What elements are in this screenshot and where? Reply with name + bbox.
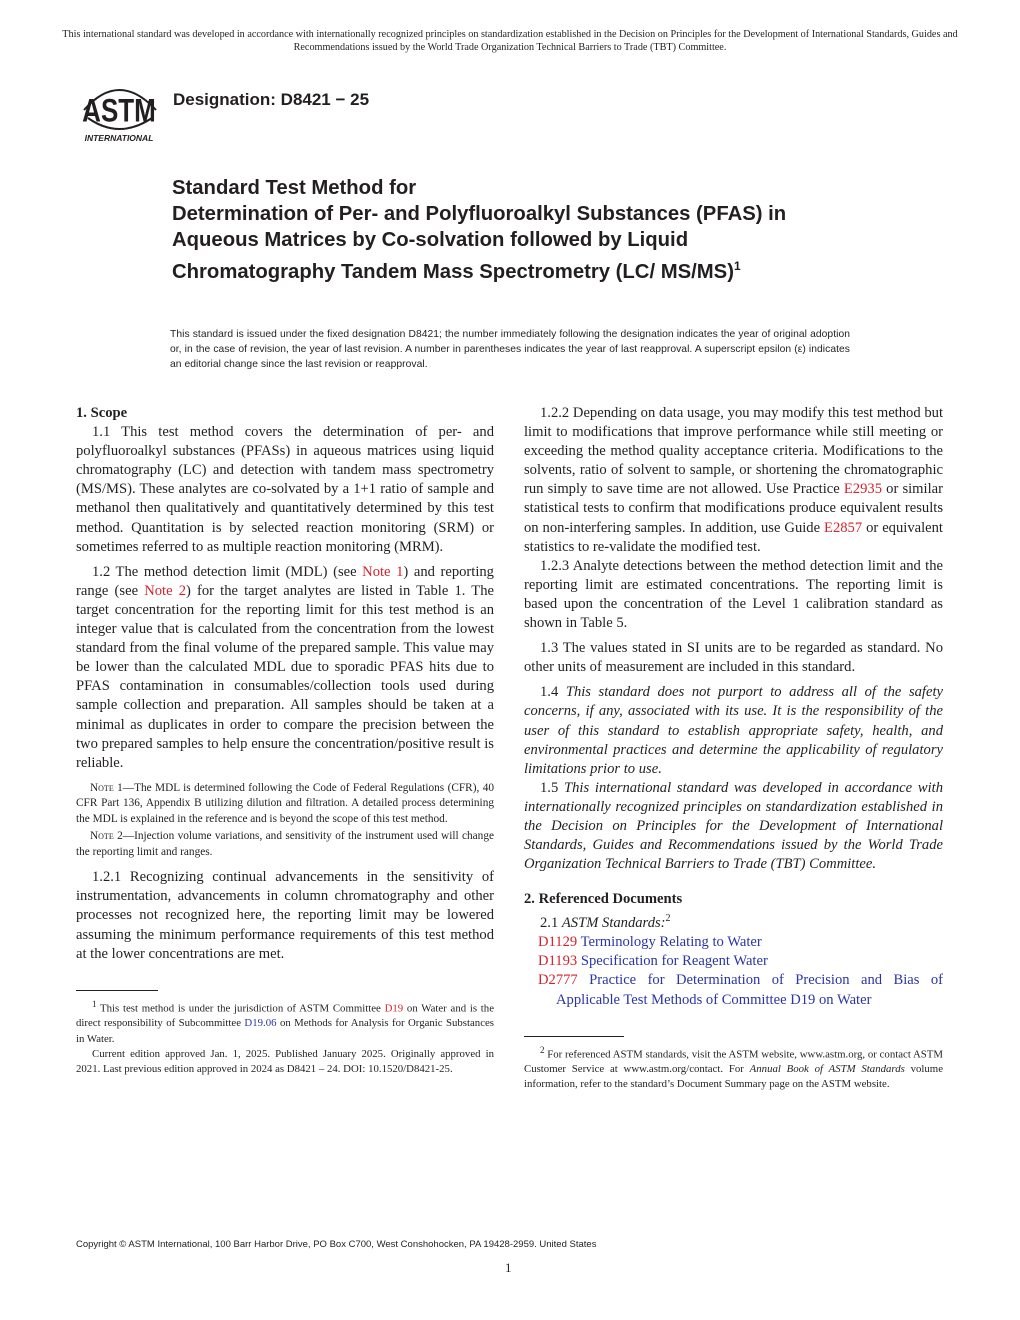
para-2-1-number: 2.1 [540, 915, 562, 932]
astm-logo-icon [76, 78, 162, 144]
footnote-1-text-a: This test method is under the jurisdiction of ASTM Committee [96, 1002, 385, 1015]
title-main: Determination of Per- and Polyfluoroalkyl Substances (PFAS) in Aqueous Matrices by Co-solvation followed by Liquid Chromatography Tandem Mass Spectrometry (LC/ MS/MS) [172, 203, 787, 283]
para-2-1-text: ASTM Standards: [561, 915, 666, 932]
para-1-4-number: 1.4 [540, 684, 566, 701]
para-1-2-1: 1.2.1 Recognizing continual advancements in the sensitivity of instrumentation, advancements in column chromatography and other processes not recognized here, the reporting limit may be lowered assuming the minimum performance requirements of this test method at the lower concentrations are met. [76, 869, 494, 962]
para-1-5-number: 1.5 [540, 779, 565, 796]
footnote-rule-right [524, 1036, 624, 1037]
section-heading-referenced-documents: 2. Referenced Documents [524, 891, 683, 908]
logo-subtext: INTERNATIONAL [84, 133, 154, 143]
footnote-1-text-b: on Water and is the direct responsibility of Subcommittee [76, 1002, 494, 1030]
trade-notice: This international standard was developed in accordance with internationally recognized principles on standardization established in the Decision on Principles for the Development of International Standards, Guides and Recommendations issued by the World Trade Organization Technical Barriers to Trade (TBT) Committee. [62, 29, 958, 53]
para-1-3: 1.3 The values stated in SI units are to be regarded as standard. No other units of measurement are included in this standard. [524, 640, 943, 676]
para-1-2-2-text-a: 1.2.2 Depending on data usage, you may modify this test method but limit to modifications that improve performance while still meeting or exceeding the method quality acceptance criteria. Modifications to the solvents, ratio of solvent to sample, or shortening the chromatographic run simply to save time are not allowed. Use Practice [524, 405, 943, 498]
footnote-1 [76, 997, 494, 1077]
para-1-2-2 [524, 404, 943, 557]
para-1-4 [524, 683, 943, 778]
footnote-1-edition: Current edition approved Jan. 1, 2025. Published January 2025. Originally approved in 2021. Last previous edition approved in 2024 as D8421 – 24. DOI: 10.1520/D8421-25. [76, 1047, 494, 1075]
reference-d1193[interactable] [524, 952, 943, 971]
logo-text: ASTM [82, 93, 156, 130]
footnote-2 [524, 1043, 943, 1093]
e2857-link[interactable]: E2857 [824, 519, 863, 536]
footnote-2-text-b: volume information, refer to the standard’s Document Summary page on the ASTM website. [524, 1063, 943, 1091]
para-1-5 [524, 779, 943, 874]
note1-link[interactable]: Note 1 [362, 563, 404, 580]
footnote-1-mark: 1 [92, 998, 97, 1009]
reference-code[interactable]: D1193 [538, 953, 578, 970]
reference-title[interactable]: Terminology Relating to Water [580, 934, 762, 951]
note-2-text: —Injection volume variations, and sensitivity of the instrument used will change the reporting limit and ranges. [76, 830, 494, 858]
left-column [76, 404, 494, 1077]
para-1-2-text-b: ) and reporting range (see [76, 563, 494, 599]
para-1-2-text-c: ) for the target analytes are listed in Table 1. The target concentration for the reporting limit for this test method is an integer value that is calculated from the concentration from the lowest standard from the final volume of the prepared sample. This value may be lower than the calculated MDL due to sporadic PFAS hits due to PFAS contamination in consumables/collection tools used during sample collection and preparation. All samples should be taken at a minimal as duplicates in order to compare the precision between the two prepared samples to help ensure the concentration/positive result is reliable. [76, 582, 494, 771]
note-1-label: Note 1 [90, 781, 123, 794]
note-1 [76, 781, 494, 828]
astm-logo [76, 78, 162, 144]
para-1-2-3: 1.2.3 Analyte detections between the method detection limit and the reporting limit are estimated concentrations. The reporting limit is based upon the concentration of the Level 1 calibration standard as shown in Table 5. [524, 557, 943, 632]
reference-code[interactable]: D1129 [538, 934, 578, 951]
note-2-label: Note 2 [90, 830, 123, 843]
reference-title[interactable]: Specification for Reagent Water [580, 953, 768, 970]
section-heading-scope: 1. Scope [76, 405, 128, 421]
title-footnote-mark: 1 [733, 259, 741, 273]
title-line1: Standard Test Method for [172, 177, 417, 199]
footnote-rule-left [76, 990, 158, 991]
note-1-text: —The MDL is determined following the Code of Federal Regulations (CFR), 40 CFR Part 136, Appendix B utilizing dilution and filtration. A detailed process determining the MDL is explained in the reference and is beyond the scope of this test method. [76, 781, 494, 825]
footnote-2-book-title: Annual Book of ASTM Standards [749, 1063, 905, 1076]
document-title [172, 175, 832, 285]
e2935-link[interactable]: E2935 [843, 481, 882, 498]
para-1-5-text: This international standard was developed in accordance with internationally recognized principles on standardization established in the Decision on Principles for the Development of International Standards, Guides and Recommendations issued by the World Trade Organization Technical Barriers to Trade (TBT) Committee. [524, 779, 944, 873]
note2-link[interactable]: Note 2 [144, 582, 186, 599]
para-1-1: 1.1 This test method covers the determination of per- and polyfluoroalkyl substances (PFASs) in aqueous matrices using liquid chromatography (LC) and detection with tandem mass spectrometry (MS/MS). These analytes are co-solvated by a 1+1 ratio of sample and methanol then qualitatively and quantitatively determined by this test method. Quantitation is by selected reaction monitoring (SRM) or sometimes referred to as multiple reaction monitoring (MRM). [76, 424, 494, 555]
reference-d1129[interactable] [524, 933, 943, 952]
para-1-2-2-text-c: or equivalent statistics to re-validate the modified test. [524, 519, 943, 555]
footnote-2-text-a: For referenced ASTM standards, visit the ASTM website, www.astm.org, or contact ASTM Customer Service at www.astm.org/contact. For [524, 1048, 943, 1076]
note-2 [76, 829, 494, 860]
para-1-4-text: This standard does not purport to address all of the safety concerns, if any, associated with its use. It is the responsibility of the user of this standard to establish appropriate safety, health, and environmental practices and determine the applicability of regulatory limitations prior to use. [524, 684, 943, 777]
reference-d2777[interactable] [524, 971, 943, 1009]
para-2-1 [524, 909, 943, 933]
committee-d19-link[interactable]: D19 [384, 1002, 404, 1015]
para-1-2-2-text-b: or similar statistical tests to confirm that modifications produce equivalent results on non-interfering samples. In addition, use Guide [524, 481, 943, 536]
designation: Designation: D8421 − 25 [173, 90, 370, 109]
para-1-2 [76, 563, 494, 773]
fixed-designation-notice: This standard is issued under the fixed designation D8421; the number immediately following the designation indicates the year of original adoption or, in the case of revision, the year of last revision. A number in parentheses indicates the year of last reapproval. A superscript epsilon (ε) indicates an editorial change since the last revision or reapproval. [170, 329, 850, 371]
para-1-2-text-a: 1.2 The method detection limit (MDL) (see [92, 563, 363, 580]
reference-code[interactable]: D2777 [538, 972, 578, 989]
footnote-1-text-c: on Methods for Analysis for Organic Substances in Water. [76, 1017, 494, 1045]
para-2-1-footnote-mark: 2 [665, 913, 671, 925]
reference-title[interactable]: Practice for Determination of Precision and Bias of Applicable Test Methods of Committee D19 on Water [556, 972, 943, 1008]
subcommittee-d19-06-link[interactable]: D19.06 [244, 1017, 277, 1030]
page-number: 1 [505, 1260, 512, 1275]
footnote-2-mark: 2 [540, 1044, 545, 1055]
right-column [524, 404, 943, 1093]
copyright: Copyright © ASTM International, 100 Barr Harbor Drive, PO Box C700, West Conshohocken, PA 19428-2959. United States [76, 1239, 597, 1250]
